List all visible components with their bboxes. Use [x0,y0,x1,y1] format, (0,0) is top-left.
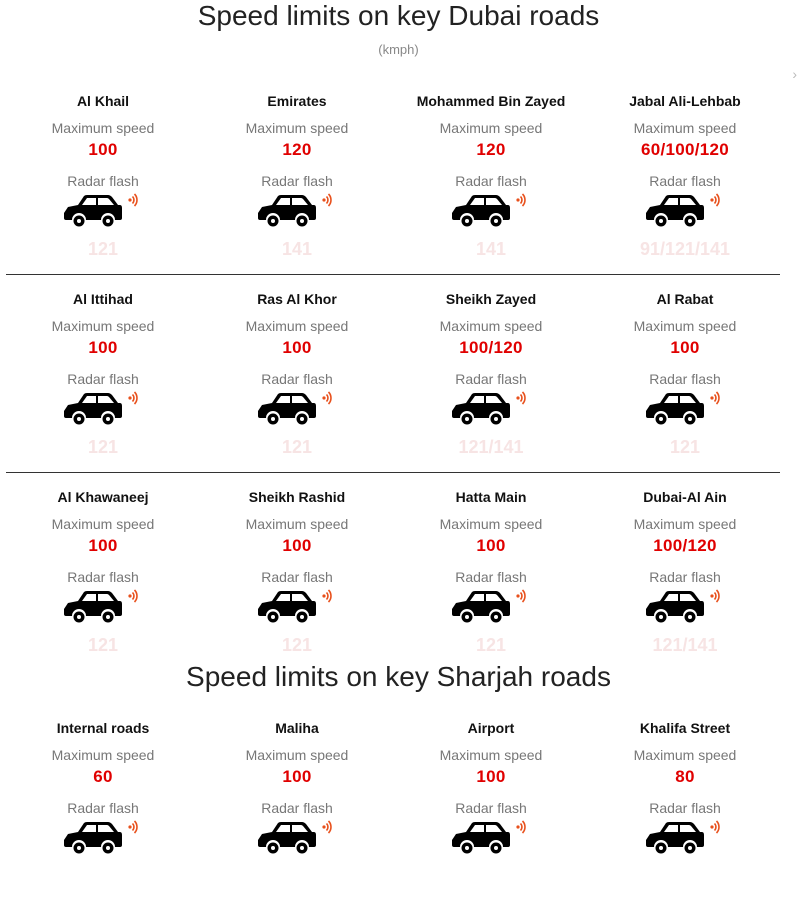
radar-flash-value: 121 [475,635,507,655]
radar-flash-value: 121 [87,635,119,655]
road-name: Sheikh Rashid [248,489,346,505]
radar-flash-value: 121/141 [652,635,718,655]
road-card [6,475,200,670]
car-icon [644,193,724,229]
radar-flash-value: 121 [87,437,119,457]
unit-label: (kmph) [378,42,419,57]
car-icon [450,391,530,427]
dubai-row-3 [6,475,780,670]
max-speed-value: 100 [282,338,312,357]
road-card [200,475,394,670]
car-icon [62,589,142,625]
road-card [394,475,588,670]
radar-flash-label: Radar flash [261,800,333,816]
road-name: Sheikh Zayed [445,291,537,307]
radar-flash-label: Radar flash [649,800,721,816]
road-card [588,706,782,901]
radar-flash-label: Radar flash [455,371,527,387]
car-icon [256,589,336,625]
max-speed-value: 100/120 [653,536,717,555]
road-card [394,79,588,274]
road-card [394,277,588,472]
car-icon [256,820,336,856]
max-speed-value: 100 [476,536,506,555]
road-name: Al Ittihad [73,291,133,307]
max-speed-value: 100 [88,536,118,555]
radar-flash-value: 121/141 [458,437,524,457]
max-speed-value: 100 [88,140,118,159]
radar-flash-label: Radar flash [67,800,139,816]
max-speed-value: 100 [282,767,312,786]
road-card [588,475,782,670]
road-card [588,277,782,472]
car-icon [644,589,724,625]
dubai-title: Speed limits on key Dubai roads [197,0,600,31]
max-speed-label: Maximum speed [633,747,737,763]
max-speed-label: Maximum speed [439,747,543,763]
road-name: Ras Al Khor [257,291,337,307]
max-speed-label: Maximum speed [51,120,155,136]
radar-flash-label: Radar flash [455,173,527,189]
car-icon [256,391,336,427]
radar-flash-value: 91/121/141 [639,239,731,259]
radar-flash-value: 121 [281,437,313,457]
road-card [6,277,200,472]
dubai-row-1 [6,79,780,275]
chevron-right-icon[interactable]: › [792,66,797,82]
max-speed-value: 60 [93,767,113,786]
max-speed-label: Maximum speed [633,120,737,136]
road-name: Hatta Main [455,489,527,505]
radar-flash-value: 141 [281,239,313,259]
max-speed-value: 120 [476,140,506,159]
car-icon [256,193,336,229]
road-name: Al Khail [76,93,130,109]
max-speed-value: 100/120 [459,338,523,357]
car-icon [450,820,530,856]
dubai-row-2 [6,277,780,473]
max-speed-value: 100 [282,536,312,555]
radar-flash-value: 121 [87,239,119,259]
radar-flash-label: Radar flash [261,569,333,585]
radar-flash-label: Radar flash [649,173,721,189]
car-icon [644,820,724,856]
car-icon [450,589,530,625]
max-speed-label: Maximum speed [51,318,155,334]
road-name: Al Khawaneej [57,489,149,505]
radar-flash-label: Radar flash [67,569,139,585]
radar-flash-value: 141 [475,239,507,259]
max-speed-label: Maximum speed [245,120,349,136]
radar-flash-label: Radar flash [67,173,139,189]
radar-flash-label: Radar flash [261,371,333,387]
road-name: Jabal Ali-Lehbab [629,93,741,109]
radar-flash-value: 121 [281,635,313,655]
road-name: Khalifa Street [639,720,731,736]
road-card [200,706,394,901]
max-speed-label: Maximum speed [245,747,349,763]
road-name: Emirates [267,93,327,109]
road-name: Maliha [275,720,319,736]
road-card [6,79,200,274]
max-speed-value: 100 [88,338,118,357]
sharjah-title: Speed limits on key Sharjah roads [186,661,611,692]
max-speed-label: Maximum speed [245,516,349,532]
max-speed-value: 100 [670,338,700,357]
max-speed-label: Maximum speed [439,516,543,532]
radar-flash-label: Radar flash [649,371,721,387]
road-name: Airport [467,720,515,736]
radar-flash-label: Radar flash [67,371,139,387]
radar-flash-label: Radar flash [261,173,333,189]
road-name: Al Rabat [656,291,714,307]
car-icon [62,820,142,856]
road-name: Internal roads [56,720,150,736]
max-speed-label: Maximum speed [51,747,155,763]
radar-flash-label: Radar flash [455,569,527,585]
radar-flash-label: Radar flash [455,800,527,816]
max-speed-label: Maximum speed [51,516,155,532]
car-icon [644,391,724,427]
max-speed-label: Maximum speed [439,120,543,136]
car-icon [62,391,142,427]
road-name: Mohammed Bin Zayed [416,93,566,109]
radar-flash-label: Radar flash [649,569,721,585]
max-speed-label: Maximum speed [633,318,737,334]
max-speed-label: Maximum speed [245,318,349,334]
max-speed-value: 80 [675,767,695,786]
road-card [394,706,588,901]
road-card [200,79,394,274]
max-speed-value: 120 [282,140,312,159]
sharjah-row [6,706,780,901]
max-speed-label: Maximum speed [439,318,543,334]
radar-flash-value: 121 [669,437,701,457]
road-card [6,706,200,901]
max-speed-value: 60/100/120 [640,140,730,159]
road-card [588,79,782,274]
max-speed-value: 100 [476,767,506,786]
max-speed-label: Maximum speed [633,516,737,532]
car-icon [62,193,142,229]
road-name: Dubai-Al Ain [643,489,727,505]
road-card [200,277,394,472]
car-icon [450,193,530,229]
